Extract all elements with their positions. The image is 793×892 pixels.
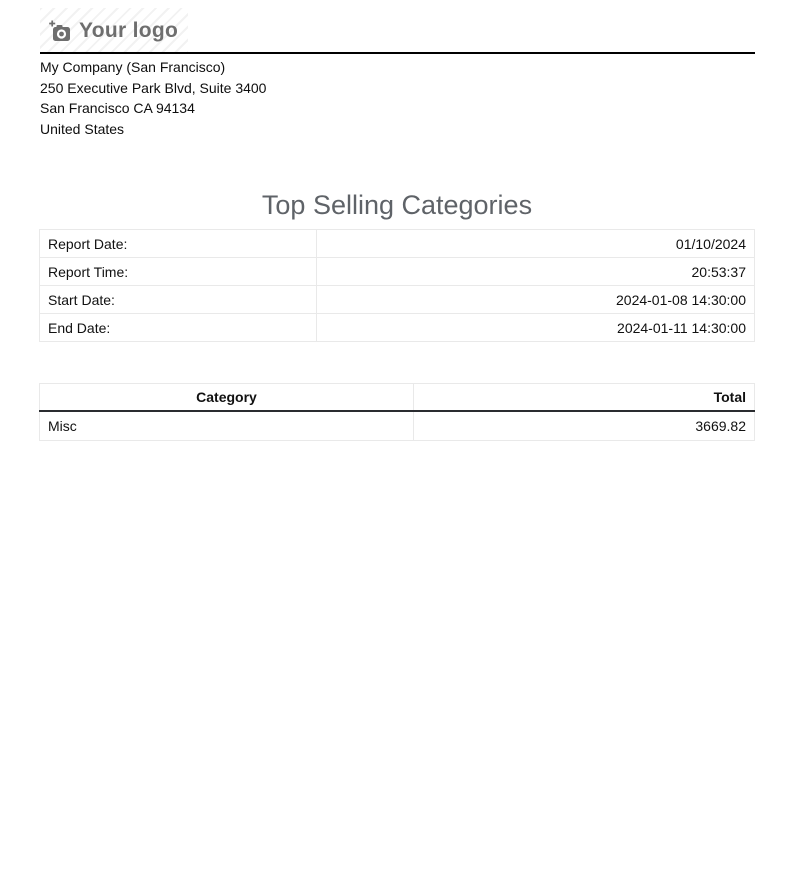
meta-row-start-date (40, 286, 755, 314)
meta-row-report-date (40, 230, 755, 258)
meta-value: 01/10/2024 (317, 230, 755, 258)
category-column-header: Category (40, 384, 414, 412)
report-meta-table (39, 229, 755, 342)
company-country: United States (40, 120, 125, 137)
company-address (40, 57, 266, 139)
company-street: 250 Executive Park Blvd, Suite 3400 (40, 79, 267, 96)
meta-label: Report Time: (40, 258, 317, 286)
meta-label: End Date: (40, 314, 317, 342)
logo-label: Your logo (79, 18, 179, 42)
meta-value: 2024-01-11 14:30:00 (317, 314, 755, 342)
header-divider (40, 52, 755, 54)
meta-value: 20:53:37 (317, 258, 755, 286)
category-cell: Misc (40, 411, 414, 441)
meta-row-end-date (40, 314, 755, 342)
category-table (39, 383, 755, 441)
meta-row-report-time (40, 258, 755, 286)
table-row (40, 411, 755, 441)
total-cell: 3669.82 (414, 411, 755, 441)
company-logo-placeholder (40, 8, 188, 53)
report-title: Top Selling Categories (261, 190, 533, 220)
company-city: San Francisco CA 94134 (40, 100, 195, 116)
meta-value: 2024-01-08 14:30:00 (317, 286, 755, 314)
meta-label: Start Date: (40, 286, 317, 314)
meta-label: Report Date: (40, 230, 317, 258)
total-column-header: Total (414, 384, 755, 412)
company-name: My Company (San Francisco) (40, 59, 226, 75)
category-table-header-row (40, 384, 755, 412)
camera-plus-icon (48, 20, 71, 42)
